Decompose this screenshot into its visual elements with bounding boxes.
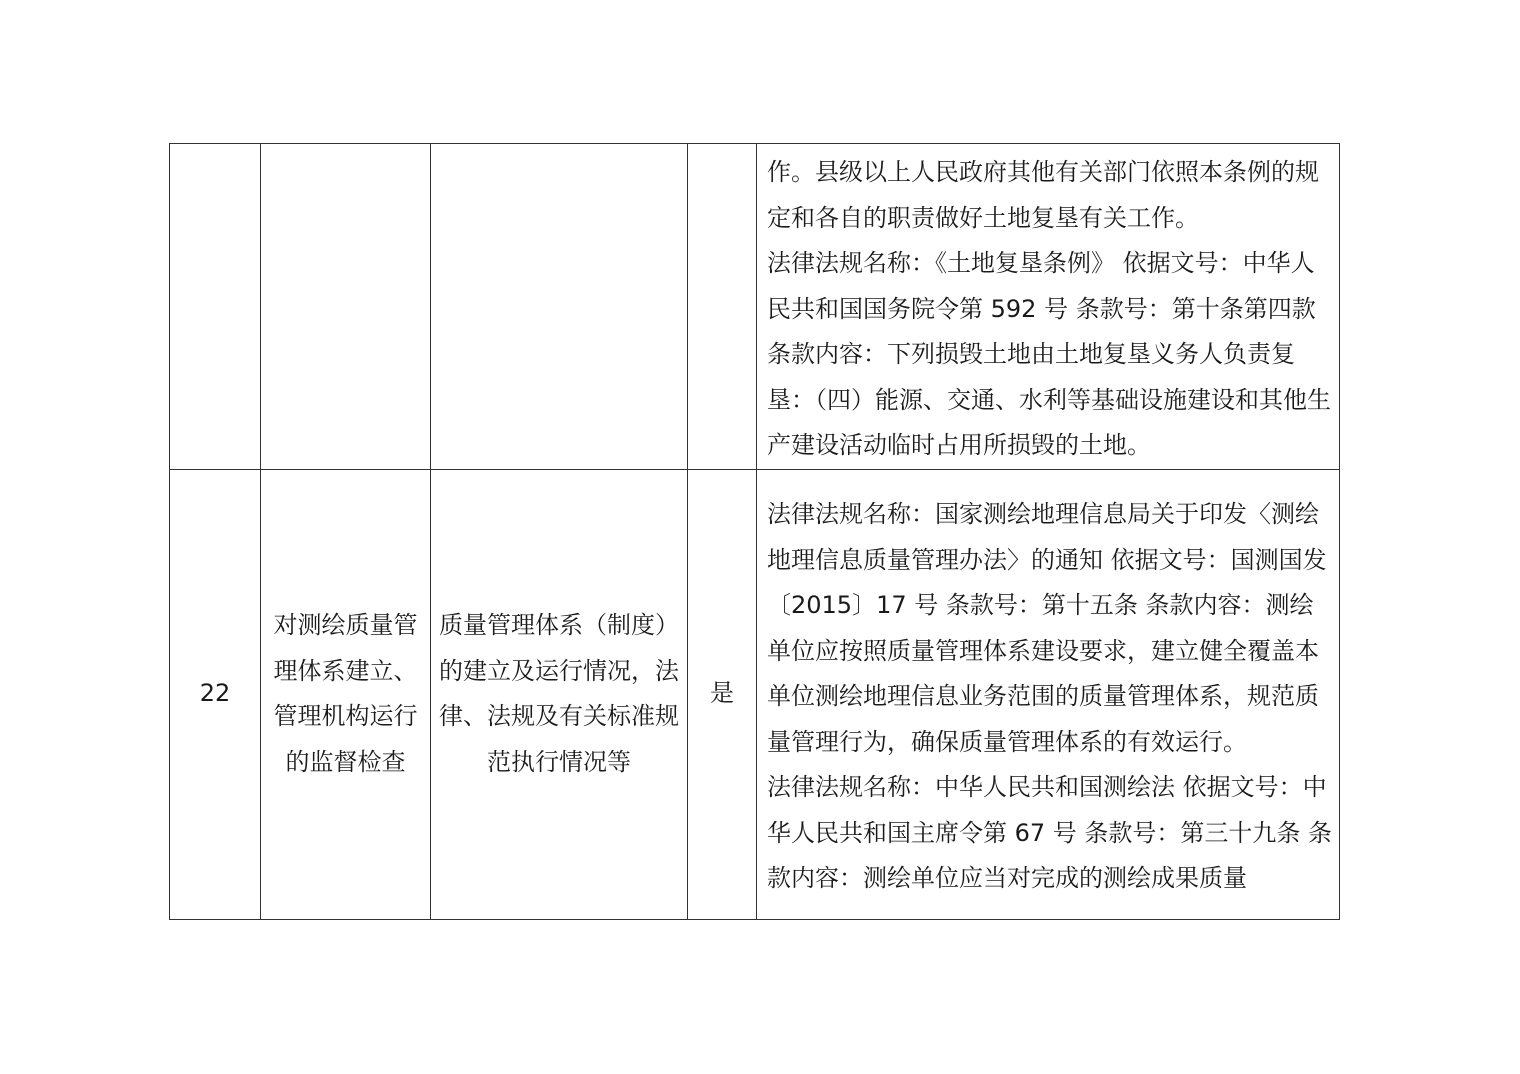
flag-cell [688,469,757,919]
flag-cell [688,144,757,470]
table-row [170,469,1340,919]
row-number: 22 [199,679,231,708]
item-name-cell [261,469,431,919]
inspection-content-cell [431,144,688,470]
legal-basis-cell [757,469,1340,919]
flag-value: 是 [710,679,734,708]
legal-basis-cell [757,144,1340,470]
table-row [170,144,1340,470]
item-name: 对测绘质量管理体系建立、管理机构运行的监督检查 [273,611,418,776]
row-number-cell [170,144,261,470]
item-name-cell [261,144,431,470]
row-number-cell [170,469,261,919]
inspection-content: 质量管理体系（制度）的建立及运行情况，法律、法规及有关标准规范执行情况等 [439,611,679,776]
legal-basis-text: 法律法规名称：国家测绘地理信息局关于印发〈测绘地理信息质量管理办法〉的通知 依据文号：国测国发〔2015〕17 号 条款号：第十五条 条款内容：测绘单位应按照质量管理体系建设要求，建立健全覆盖本单位测绘地理信息业务范围的质量管理体系，规范质量管理行为，确保质量管理体系的有效运行。 法律法规名称：中华人民共和国测绘法 依据文号：中华人民共和国主席令第 67 号 条款号：第三十九条 条款内容：测绘单位应当对完成的测绘成果质量 [767,500,1333,893]
regulation-table [169,143,1340,920]
inspection-content-cell [431,469,688,919]
legal-basis-text: 作。县级以上人民政府其他有关部门依照本条例的规定和各自的职责做好土地复垦有关工作。 法律法规名称：《土地复垦条例》 依据文号：中华人民共和国国务院令第 592 号 条款号：第十条第四款 条款内容：下列损毁土地由土地复垦义务人负责复垦：（四）能源、交通、水利等基础设施建设和其他生产建设活动临时占用所损毁的土地。 [767,158,1331,459]
